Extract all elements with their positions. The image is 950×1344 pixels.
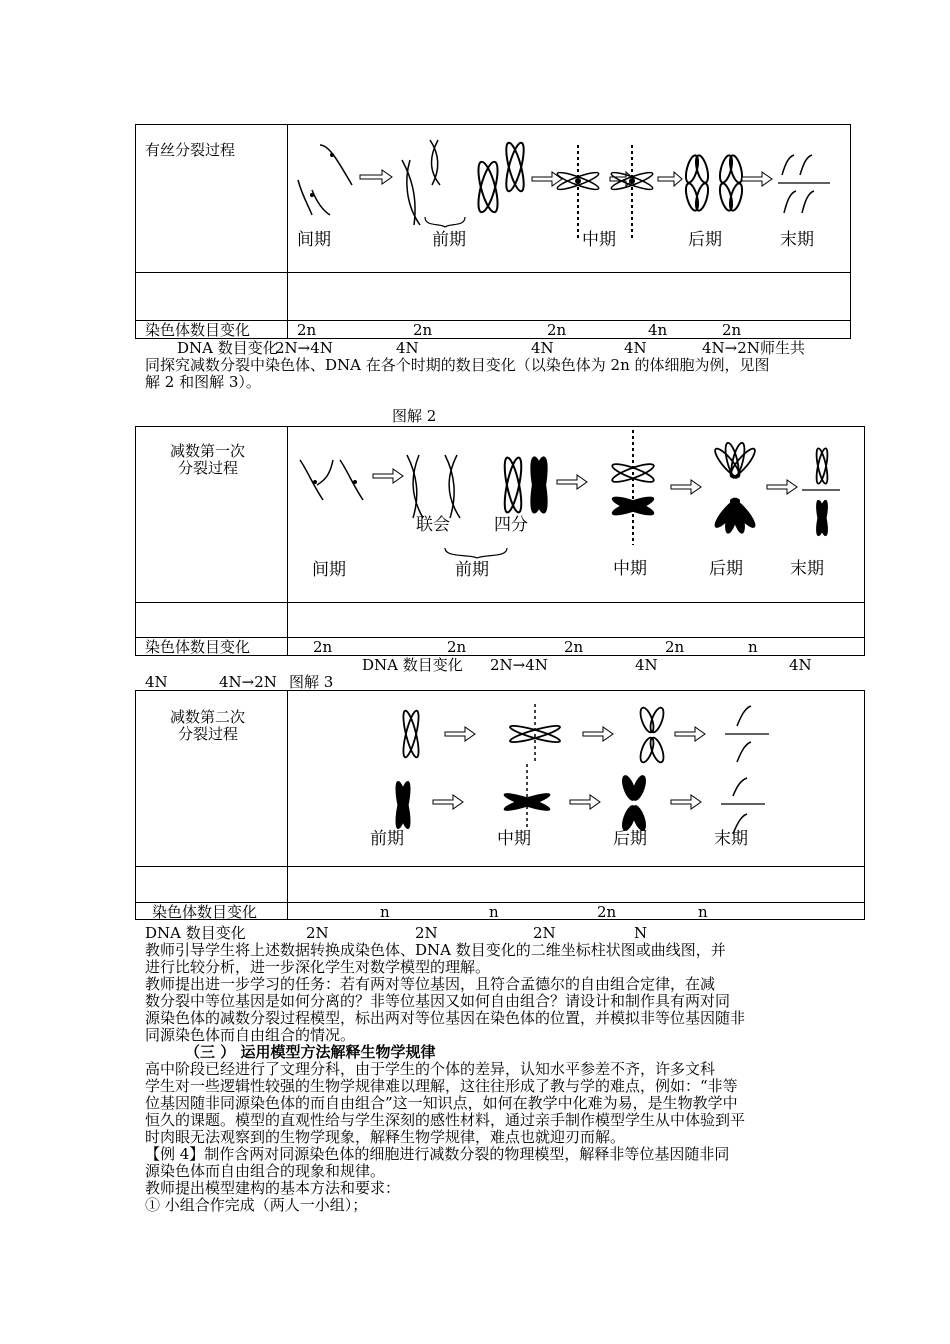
- dna-value: 2N: [306, 924, 329, 942]
- arrow-icon: [767, 480, 797, 494]
- chromosome-icon: [737, 706, 751, 726]
- chrom-value: 2n: [665, 638, 685, 656]
- stage-label: 前期: [432, 230, 466, 250]
- meiosis1-diagram: [295, 430, 855, 550]
- chrom-value: n: [698, 903, 708, 921]
- arrow-icon: [675, 727, 705, 741]
- paragraph-line: ① 小组合作完成（两人一小组）；: [145, 1196, 368, 1214]
- paragraph-line: 教师提出模型建构的基本方法和要求：: [145, 1179, 401, 1197]
- chromosome-icon: [684, 154, 701, 184]
- chrom-value: 2n: [447, 638, 467, 656]
- chromosome-icon: [733, 778, 747, 796]
- paragraph-line: 学生对一些逻辑性较强的生物学规律难以理解，这往往形成了教与学的难点，例如：“非等: [145, 1077, 738, 1095]
- table-divider: [287, 426, 288, 656]
- arrow-icon: [445, 727, 475, 741]
- dna-value: N: [634, 924, 648, 942]
- table-divider: [287, 690, 288, 920]
- dna-value: 4N: [396, 339, 419, 357]
- dna-row-label: DNA 数目变化: [177, 339, 278, 357]
- dna-row-label: DNA 数目变化: [362, 656, 463, 674]
- paragraph-line: 数分裂中等位基因是如何分离的？非等位基因又如何自由组合？请设计和制作具有两对同: [145, 992, 731, 1010]
- arrow-icon: [671, 480, 701, 494]
- process-label: 分裂过程: [178, 725, 239, 743]
- chrom-value: 2n: [313, 638, 333, 656]
- arrow-icon: [433, 795, 463, 809]
- chrom-value: n: [748, 638, 758, 656]
- chromosome-icon: [782, 155, 794, 175]
- dna-tail-text: 师生共: [760, 339, 806, 357]
- dna-row-label: DNA 数目变化: [145, 924, 246, 942]
- chromosome-icon: [402, 160, 415, 225]
- dna-value: 4N→2N: [702, 339, 760, 357]
- example-line: 源染色体而自由组合的现象和规律。: [145, 1162, 386, 1180]
- process-label: 分裂过程: [178, 459, 239, 477]
- paragraph-line: 教师提出进一步学习的任务：若有两对等位基因，且符合孟德尔的自由组合定律，在减: [145, 975, 716, 993]
- row-label-chromosome: 染色体数目变化: [152, 903, 258, 921]
- table-divider: [287, 124, 288, 339]
- dna-value: 2N: [533, 924, 556, 942]
- paragraph-line: 同探究减数分裂中染色体、DNA 在各个时期的数目变化（以染色体为 2n 的体细胞为例，见图: [145, 356, 770, 374]
- arrow-icon: [360, 170, 392, 184]
- chromosome-icon: [320, 145, 352, 185]
- chrom-value: 2n: [413, 321, 433, 339]
- paragraph-line: 教师引导学生将上述数据转换成染色体、DNA 数目变化的二维坐标柱状图或曲线图，并: [145, 941, 726, 959]
- chrom-value: 2n: [297, 321, 317, 339]
- chrom-value: 2n: [564, 638, 584, 656]
- row-label-chromosome: 染色体数目变化: [145, 321, 251, 339]
- figure-caption: 图解 2: [392, 407, 437, 425]
- stage-label: 中期: [613, 559, 647, 579]
- stage-label: 后期: [613, 829, 647, 849]
- stage-label: 末期: [790, 559, 824, 579]
- process-label: 减数第一次: [170, 442, 246, 460]
- chromosome-icon: [340, 460, 363, 500]
- stage-label: 间期: [297, 230, 331, 250]
- sub-label: 联会: [416, 515, 450, 535]
- arrow-icon: [570, 795, 600, 809]
- dna-value: 4N: [624, 339, 647, 357]
- example-line: 【例 4】制作含两对同源染色体的细胞进行减数分裂的物理模型，解释非等位基因随非同: [145, 1145, 730, 1163]
- stage-label: 末期: [714, 829, 748, 849]
- section-heading: （三 ） 运用模型方法解释生物学规律: [185, 1043, 436, 1061]
- stage-label: 后期: [688, 230, 722, 250]
- stage-label: 前期: [370, 829, 404, 849]
- dna-value: 2N: [415, 924, 438, 942]
- table-divider: [135, 272, 851, 273]
- arrow-icon: [583, 727, 613, 741]
- chrom-value: n: [489, 903, 499, 921]
- chrom-value: n: [380, 903, 390, 921]
- chrom-value: 2n: [547, 321, 567, 339]
- chromosome-icon: [300, 460, 323, 500]
- dna-value: 4N: [789, 656, 812, 674]
- process-label: 有丝分裂过程: [145, 141, 236, 159]
- stage-label: 间期: [312, 560, 346, 580]
- arrow-icon: [658, 172, 682, 186]
- chrom-value: 2n: [722, 321, 742, 339]
- stage-label: 末期: [780, 230, 814, 250]
- arrow-icon: [557, 475, 587, 489]
- figure-caption: 图解 3: [289, 673, 334, 691]
- chrom-value: 4n: [648, 321, 668, 339]
- chromosome-icon: [638, 706, 656, 734]
- mitosis-diagram: [290, 135, 850, 245]
- dna-value: 2N→4N: [275, 339, 333, 357]
- dna-value: 4N: [635, 656, 658, 674]
- dna-value: 4N: [145, 673, 168, 691]
- paragraph-line: 进行比较分析，进一步深化学生对数学模型的理解。: [145, 958, 491, 976]
- paragraph-line: 位基因随非同源染色体的而自由组合”这一知识点，如何在教学中化难为易，是生物教学中: [145, 1094, 738, 1112]
- chromosome-icon: [298, 180, 312, 215]
- paragraph-line: 恒久的课题。模型的直观性给与学生深刻的感性材料，通过亲手制作模型学生从中体验到平: [145, 1111, 746, 1129]
- stage-label: 中期: [582, 230, 616, 250]
- table-divider: [135, 602, 865, 603]
- row-label-chromosome: 染色体数目变化: [145, 638, 251, 656]
- dna-value: 4N: [531, 339, 554, 357]
- dna-value: 2N→4N: [490, 656, 548, 674]
- arrow-icon: [671, 795, 701, 809]
- stage-label: 后期: [709, 559, 743, 579]
- dna-value: 4N→2N: [219, 673, 277, 691]
- paragraph-line: 源染色体的减数分裂过程模型，标出两对等位基因在染色体的位置，并模拟非等位基因随非: [145, 1009, 746, 1027]
- arrow-icon: [373, 469, 403, 483]
- stage-label: 中期: [497, 829, 531, 849]
- paragraph-line: 解 2 和图解 3）。: [145, 373, 261, 391]
- process-label: 减数第二次: [170, 708, 246, 726]
- paragraph-line: 时肉眼无法观察到的生物学现象，解释生物学规律，难点也就迎刃而解。: [145, 1128, 626, 1146]
- paragraph-line: 同源染色体而自由组合的情况。: [145, 1026, 356, 1044]
- arrow-icon: [742, 172, 772, 186]
- chrom-value: 2n: [597, 903, 617, 921]
- paragraph-line: 高中阶段已经进行了文理分科，由于学生的个体的差异，认知水平参差不齐，许多文科: [145, 1060, 716, 1078]
- table-divider: [135, 866, 865, 867]
- stage-label: 前期: [455, 560, 489, 580]
- sub-label: 四分: [494, 515, 528, 535]
